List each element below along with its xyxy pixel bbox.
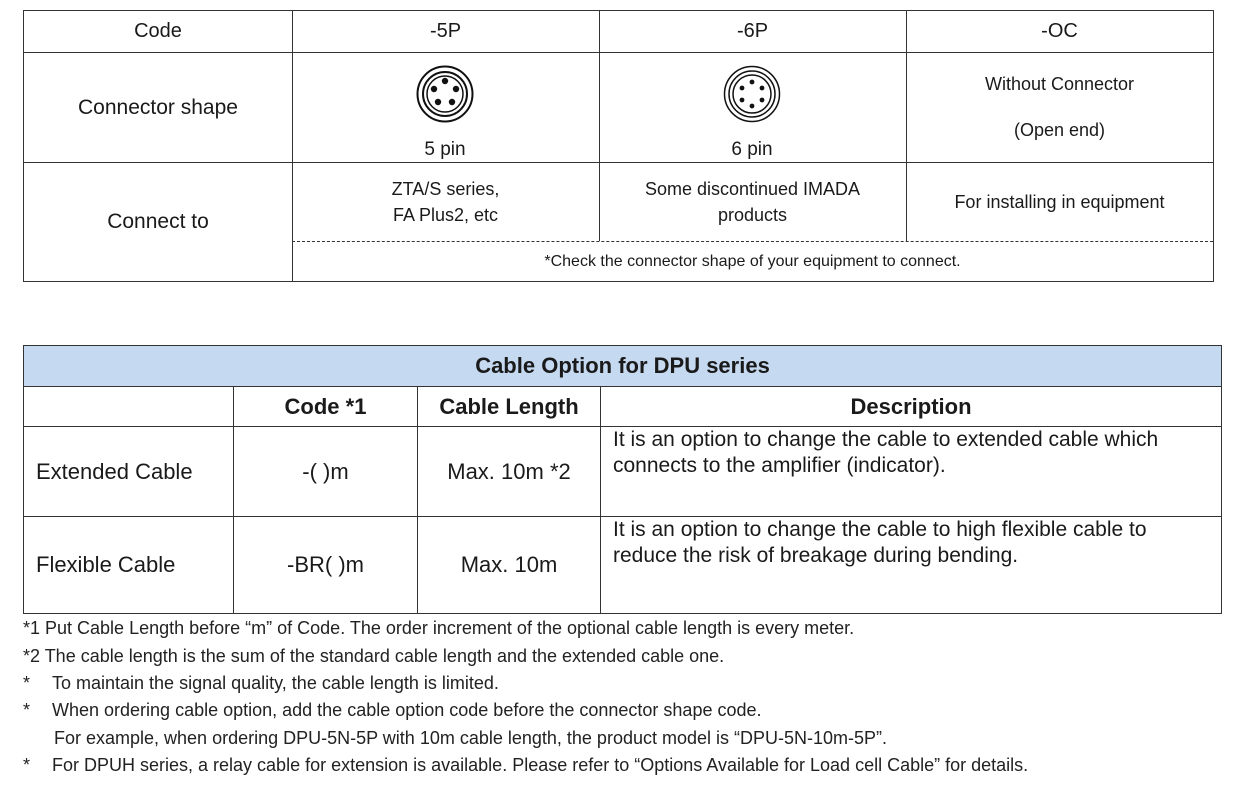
header-6p: -6P bbox=[736, 20, 769, 42]
without-connector bbox=[906, 71, 1213, 97]
col-header-code: Code *1 bbox=[284, 393, 367, 419]
header-5p: -5P bbox=[429, 20, 462, 42]
extended-desc-line1: It is an option to change the cable to extended cable which bbox=[613, 428, 1159, 451]
open-end bbox=[906, 117, 1213, 143]
bullet-mark: * bbox=[23, 700, 31, 720]
col-header-description: Description bbox=[850, 393, 972, 419]
without-connector-line1: Without Connector bbox=[984, 74, 1135, 94]
cable-option-table bbox=[23, 345, 1222, 614]
cable-table-title-text: Cable Option for DPU series bbox=[475, 353, 770, 378]
bullet-signal-quality: To maintain the signal quality, the cable length is limited. bbox=[52, 673, 499, 693]
row-extended-cable: Extended Cable bbox=[36, 458, 193, 484]
connect-6p-line2: products bbox=[717, 205, 788, 225]
header-oc: -OC bbox=[1041, 20, 1078, 42]
cable-table-title bbox=[24, 346, 1221, 387]
header-code: Code bbox=[134, 20, 182, 42]
extended-cable-length: Max. 10m *2 bbox=[447, 458, 571, 484]
connect-oc: For installing in equipment bbox=[954, 192, 1165, 212]
connector-table bbox=[23, 10, 1214, 282]
flexible-cable-length: Max. 10m bbox=[460, 552, 558, 577]
extended-desc-line2: connects to the amplifier (indicator). bbox=[613, 454, 946, 477]
footnote-2: *2 The cable length is the sum of the standard cable length and the extended cable one. bbox=[23, 646, 725, 666]
flexible-desc-line1: It is an option to change the cable to high flexible cable to bbox=[613, 518, 1147, 541]
bullet-mark: * bbox=[23, 755, 31, 775]
5-pin-connector-icon bbox=[416, 65, 474, 123]
connect-5p-line2: FA Plus2, etc bbox=[392, 205, 499, 225]
connect-to-label: Connect to bbox=[107, 210, 209, 233]
bullet-dpuh-relay: For DPUH series, a relay cable for extension is available. Please refer to “Options Available for Load cell Cable” for details. bbox=[52, 755, 1029, 775]
without-connector-line2: (Open end) bbox=[1013, 120, 1106, 140]
bullet-ordering: When ordering cable option, add the cable option code before the connector shape code. bbox=[52, 700, 762, 720]
connect-6p-line1: Some discontinued IMADA bbox=[644, 179, 861, 199]
6-pin-connector-icon bbox=[723, 65, 781, 123]
bullet-ordering-example: For example, when ordering DPU-5N-5P with 10m cable length, the product model is “DPU-5N-10m-5P”. bbox=[54, 728, 888, 748]
extended-cable-description bbox=[601, 427, 1221, 516]
extended-cable-code: -( )m bbox=[302, 458, 349, 484]
row-flexible-cable: Flexible Cable bbox=[36, 552, 176, 577]
flexible-cable-description bbox=[601, 517, 1221, 613]
connect-6p bbox=[599, 163, 906, 241]
connector-check-note: *Check the connector shape of your equipment to connect. bbox=[544, 252, 961, 270]
col-header-length: Cable Length bbox=[439, 393, 579, 419]
bullet-mark: * bbox=[23, 673, 31, 693]
col-header-blank bbox=[24, 387, 233, 426]
footnote-1: *1 Put Cable Length before “m” of Code. The order increment of the optional cable length is every meter. bbox=[23, 618, 855, 638]
6-pin-label: 6 pin bbox=[731, 139, 773, 160]
5-pin-label: 5 pin bbox=[424, 139, 466, 160]
flexible-desc-line2: reduce the risk of breakage during bending. bbox=[613, 544, 1019, 567]
flexible-cable-code: -BR( )m bbox=[287, 552, 364, 577]
connect-5p-line1: ZTA/S series, bbox=[391, 179, 500, 199]
connect-5p bbox=[292, 163, 599, 241]
connector-shape-label: Connector shape bbox=[78, 95, 238, 119]
